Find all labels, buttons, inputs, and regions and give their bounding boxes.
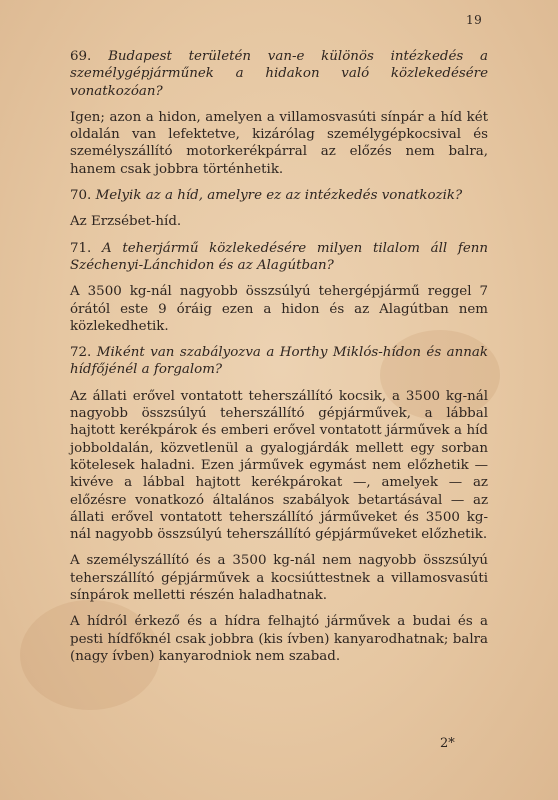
answer-72-paragraph-2 [70, 552, 488, 604]
question-72 [70, 344, 488, 379]
question-text: Budapest területén van-e különös intézkedés a személygépjárműnek a hidakon való közlekedésére vonatkozóan? [70, 49, 488, 99]
question-number: 69. [70, 49, 92, 64]
answer-70 [70, 213, 488, 230]
answer-text: Az állati erővel vontatott teherszállító kocsik, a 3500 kg-nál nagyobb összsúlyú teherszállító gépjárművek, a lábbal hajtott kerékpárok és emberi erővel vontatott járművek a híd jobboldalán, közvetlenül a gyalogjárdák mellett egy sorban kötelesek haladni. Ezen járművek egymást nem előzhetik — kivéve a lábbal hajtott kerékpárokat —, amelyek — az előzésre vonatkozó általános szabályok betartásával — az állati erővel vontatott teherszállító járműveket és 3500 kg-nál nagyobb összsúlyú teherszállító gépjárműveket előzhetik. [70, 388, 488, 543]
question-69 [70, 48, 488, 100]
answer-text: Az Erzsébet-híd. [70, 214, 182, 230]
question-70 [70, 187, 488, 204]
signature-mark: 2* [440, 736, 455, 751]
answer-text: A személyszállító és a 3500 kg-nál nem nagyobb összsúlyú teherszállító gépjárművek a kocsiúttestnek a villamosvasúti sínpárok melletti részén haladhatnak. [70, 553, 488, 604]
question-71 [70, 240, 488, 275]
page-number: 19 [466, 13, 483, 27]
question-number: 72. [70, 345, 92, 361]
page-content [70, 48, 488, 674]
answer-text: Igen; azon a hidon, amelyen a villamosvasúti sínpár a híd két oldalán van lefektetve, kizárólag személygépkocsival és személyszállító motorkerékpárral az előzés nem balra, hanem csak jobbra történhetik. [70, 109, 488, 177]
answer-text: A 3500 kg-nál nagyobb összsúlyú tehergépjármű reggel 7 órától este 9 óráig ezen a hidon és az Alagútban nem közlekedhetik. [70, 284, 488, 334]
answer-72-paragraph-3 [70, 613, 488, 665]
question-text: Melyik az a híd, amelyre ez az intézkedés vonatkozik? [95, 188, 463, 204]
answer-text: A hídról érkező és a hídra felhajtó járművek a budai és a pesti hídfőknél csak jobbra (kis ívben) kanyarodhatnak; balra (nagy ívben) kanyarodniok nem szabad. [70, 614, 488, 664]
question-text: A teherjármű közlekedésére milyen tilalom áll fenn Széchenyi-Lánchidon és az Alagútban? [70, 240, 488, 273]
answer-69 [70, 109, 488, 178]
question-number: 71. [70, 240, 92, 256]
answer-72-paragraph-1 [70, 388, 488, 544]
answer-71 [70, 283, 488, 335]
question-text: Miként van szabályozva a Horthy Miklós-hídon és annak hídfőjénél a forgalom? [70, 345, 488, 378]
question-number: 70. [70, 188, 92, 204]
